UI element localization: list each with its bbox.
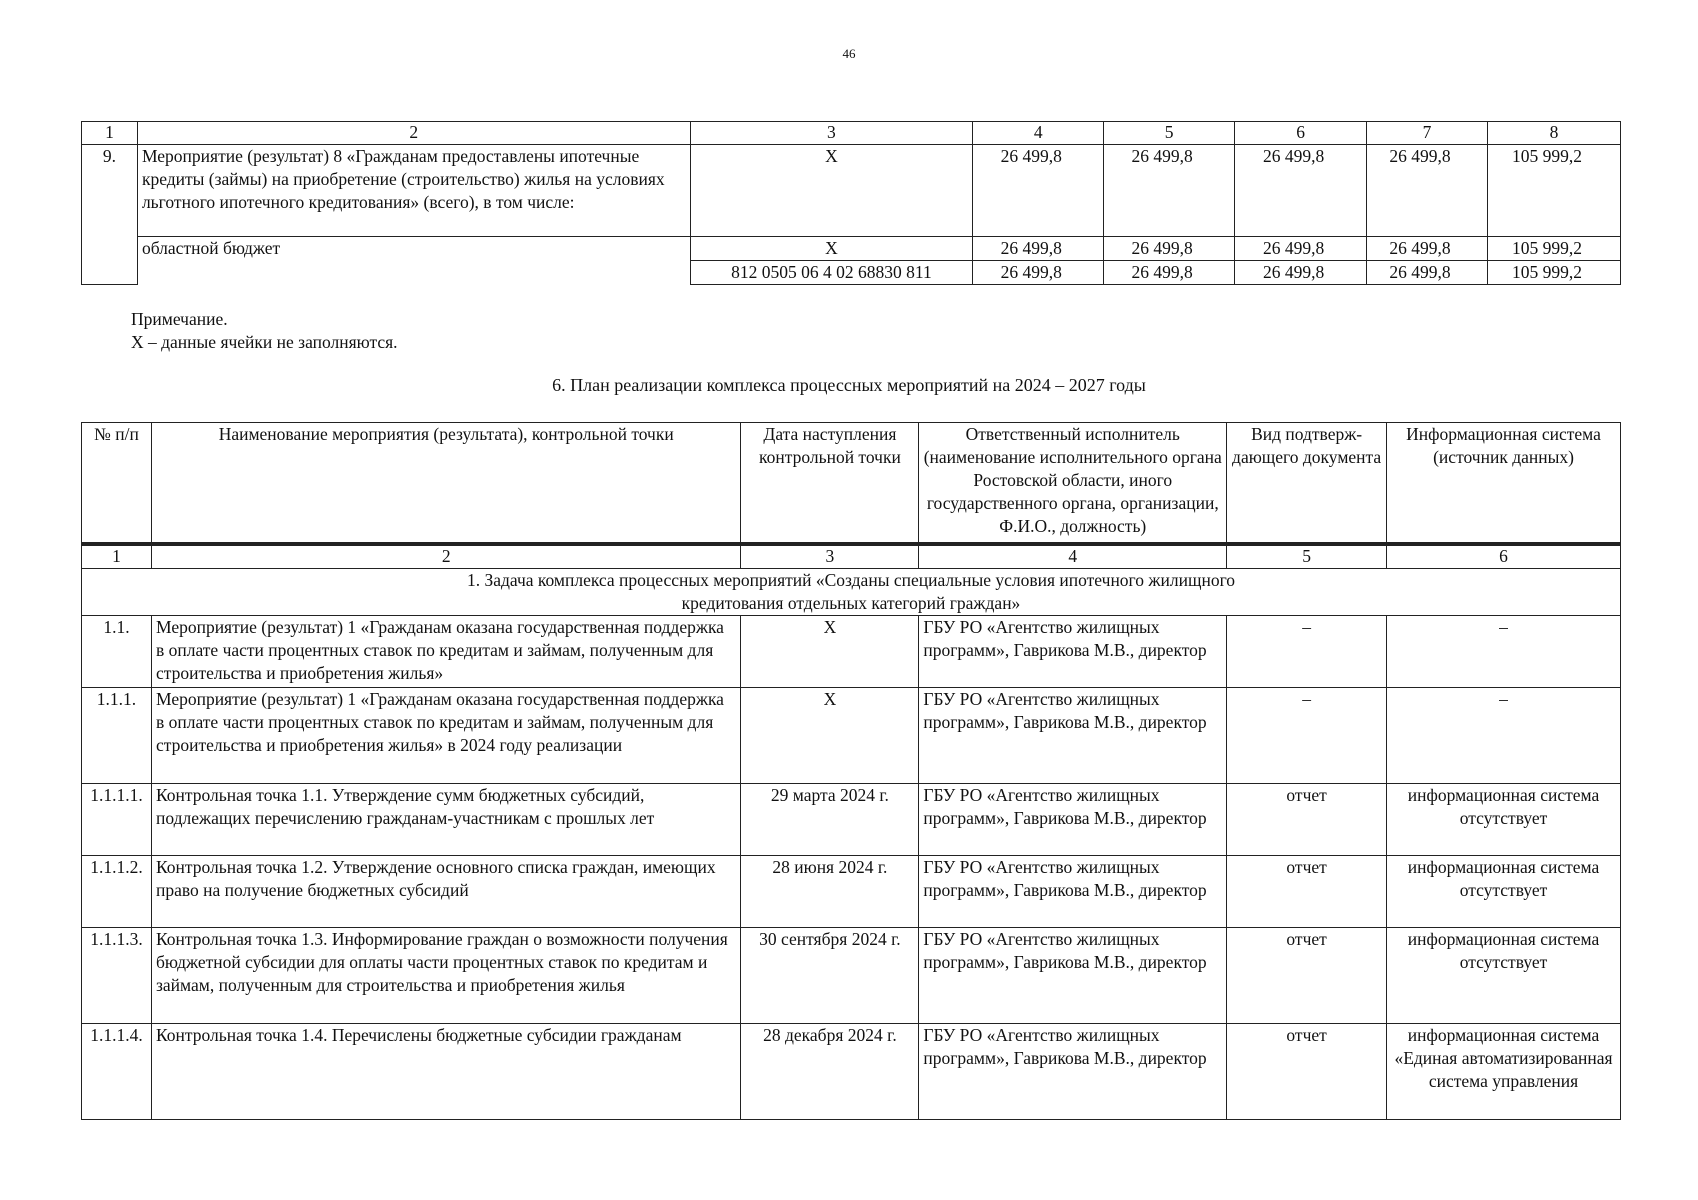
table-row bbox=[82, 145, 1621, 237]
measure-name: Контрольная точка 1.2. Утверждение основного списка граждан, имеющих право на получение бюджетных субсидий bbox=[151, 856, 740, 928]
header-cell: 5 bbox=[1227, 544, 1387, 569]
responsible-cell: ГБУ РО «Агентство жилищных программ», Гаврикова М.В., директор bbox=[919, 1024, 1227, 1120]
table-header-row bbox=[82, 122, 1621, 145]
table-row bbox=[82, 856, 1621, 928]
value-cell: 105 999,2 bbox=[1488, 237, 1621, 261]
date-cell: Х bbox=[741, 616, 919, 688]
table-header-row bbox=[82, 423, 1621, 545]
header-cell: 4 bbox=[919, 544, 1227, 569]
document-cell: отчет bbox=[1227, 1024, 1387, 1120]
responsible-cell: ГБУ РО «Агентство жилищных программ», Гаврикова М.В., директор bbox=[919, 784, 1227, 856]
table-header-numbers bbox=[82, 544, 1621, 569]
row-number: 1.1.1.2. bbox=[82, 856, 152, 928]
measure-name: Мероприятие (результат) 1 «Гражданам оказана государственная поддержка в оплате части процентных ставок по кредитам и займам, полученным для строительства и приобретения жилья» в 2024 году реализации bbox=[151, 688, 740, 784]
system-cell: – bbox=[1387, 688, 1621, 784]
header-cell: 3 bbox=[741, 544, 919, 569]
table-row bbox=[82, 784, 1621, 856]
system-cell: информационная система отсутствует bbox=[1387, 928, 1621, 1024]
table-row bbox=[82, 616, 1621, 688]
table-row bbox=[82, 688, 1621, 784]
header-num: № п/п bbox=[82, 423, 152, 545]
plan-table bbox=[81, 422, 1621, 1120]
value-cell: 26 499,8 bbox=[1235, 145, 1367, 237]
value-cell: 26 499,8 bbox=[1235, 261, 1367, 285]
page-number: 46 bbox=[842, 46, 856, 61]
system-cell: – bbox=[1387, 616, 1621, 688]
budget-code: Х bbox=[690, 145, 973, 237]
measure-name: Контрольная точка 1.3. Информирование граждан о возможности получения бюджетной субсидии для оплаты части процентных ставок по кредитам и займам, полученным для строительства и приобретения жилья bbox=[151, 928, 740, 1024]
measure-name: Контрольная точка 1.4. Перечислены бюджетные субсидии гражданам bbox=[151, 1024, 740, 1120]
value-cell: 105 999,2 bbox=[1488, 261, 1621, 285]
row-number: 1.1.1.4. bbox=[82, 1024, 152, 1120]
section-title: 6. План реализации комплекса процессных мероприятий на 2024 – 2027 годы bbox=[552, 375, 1146, 395]
system-cell: информационная система «Единая автоматизированная система управления bbox=[1387, 1024, 1621, 1120]
header-cell: 1 bbox=[82, 544, 152, 569]
measure-name: Мероприятие (результат) 8 «Гражданам предоставлены ипотечные кредиты (займы) на приобретение (строительство) жилья на условиях льготного ипотечного кредитования» (всего), в том числе: bbox=[137, 145, 690, 237]
financing-table bbox=[81, 121, 1621, 285]
header-cell: 1 bbox=[82, 122, 138, 145]
header-cell: 2 bbox=[137, 122, 690, 145]
value-cell: 26 499,8 bbox=[973, 145, 1104, 237]
row-number: 1.1.1. bbox=[82, 688, 152, 784]
responsible-cell: ГБУ РО «Агентство жилищных программ», Гаврикова М.В., директор bbox=[919, 856, 1227, 928]
row-number: 9. bbox=[82, 145, 138, 285]
measure-name: Контрольная точка 1.1. Утверждение сумм бюджетных субсидий, подлежащих перечислению гражданам-участникам с прошлых лет bbox=[151, 784, 740, 856]
header-cell: 6 bbox=[1387, 544, 1621, 569]
note-title: Примечание. bbox=[131, 309, 228, 329]
value-cell: 26 499,8 bbox=[1104, 261, 1235, 285]
document-cell: отчет bbox=[1227, 928, 1387, 1024]
document-cell: – bbox=[1227, 616, 1387, 688]
value-cell: 26 499,8 bbox=[973, 237, 1104, 261]
measure-name: областной бюджет bbox=[137, 237, 690, 285]
date-cell: 30 сентября 2024 г. bbox=[741, 928, 919, 1024]
header-cell: 8 bbox=[1488, 122, 1621, 145]
header-cell: 7 bbox=[1367, 122, 1488, 145]
task-row bbox=[82, 569, 1621, 616]
value-cell: 105 999,2 bbox=[1488, 145, 1621, 237]
document-cell: отчет bbox=[1227, 784, 1387, 856]
table-row bbox=[82, 1024, 1621, 1120]
row-number: 1.1. bbox=[82, 616, 152, 688]
value-cell: 26 499,8 bbox=[1104, 237, 1235, 261]
value-cell: 26 499,8 bbox=[1367, 237, 1488, 261]
header-name: Наименование мероприятия (результата), контрольной точки bbox=[151, 423, 740, 545]
system-cell: информационная система отсутствует bbox=[1387, 856, 1621, 928]
budget-code: 812 0505 06 4 02 68830 811 bbox=[690, 261, 973, 285]
system-cell: информационная система отсутствует bbox=[1387, 784, 1621, 856]
header-cell: 4 bbox=[973, 122, 1104, 145]
date-cell: 28 июня 2024 г. bbox=[741, 856, 919, 928]
date-cell: Х bbox=[741, 688, 919, 784]
measure-name: Мероприятие (результат) 1 «Гражданам оказана государственная поддержка в оплате части процентных ставок по кредитам и займам, полученным для строительства и приобретения жилья» bbox=[151, 616, 740, 688]
header-cell: 2 bbox=[151, 544, 740, 569]
header-system: Информационная система (источник данных) bbox=[1387, 423, 1621, 545]
value-cell: 26 499,8 bbox=[1104, 145, 1235, 237]
row-number: 1.1.1.3. bbox=[82, 928, 152, 1024]
responsible-cell: ГБУ РО «Агентство жилищных программ», Гаврикова М.В., директор bbox=[919, 616, 1227, 688]
value-cell: 26 499,8 bbox=[1235, 237, 1367, 261]
responsible-cell: ГБУ РО «Агентство жилищных программ», Гаврикова М.В., директор bbox=[919, 688, 1227, 784]
header-responsible: Ответственный исполнитель (наименование исполнительного органа Ростовской области, иного государственного органа, организации, Ф.И.О., должность) bbox=[919, 423, 1227, 545]
table-row bbox=[82, 237, 1621, 261]
value-cell: 26 499,8 bbox=[1367, 261, 1488, 285]
budget-code: Х bbox=[690, 237, 973, 261]
row-number: 1.1.1.1. bbox=[82, 784, 152, 856]
document-cell: отчет bbox=[1227, 856, 1387, 928]
document-cell: – bbox=[1227, 688, 1387, 784]
header-cell: 5 bbox=[1104, 122, 1235, 145]
header-date: Дата наступления контрольной точки bbox=[741, 423, 919, 545]
task-title: 1. Задача комплекса процессных мероприятий «Созданы специальные условия ипотечного жилищного кредитования отдельных категорий граждан» bbox=[82, 569, 1621, 616]
header-cell: 6 bbox=[1235, 122, 1367, 145]
date-cell: 28 декабря 2024 г. bbox=[741, 1024, 919, 1120]
value-cell: 26 499,8 bbox=[1367, 145, 1488, 237]
responsible-cell: ГБУ РО «Агентство жилищных программ», Гаврикова М.В., директор bbox=[919, 928, 1227, 1024]
date-cell: 29 марта 2024 г. bbox=[741, 784, 919, 856]
value-cell: 26 499,8 bbox=[973, 261, 1104, 285]
table-row bbox=[82, 928, 1621, 1024]
header-document: Вид подтверж-дающего документа bbox=[1227, 423, 1387, 545]
header-cell: 3 bbox=[690, 122, 973, 145]
note-text: Х – данные ячейки не заполняются. bbox=[131, 332, 398, 352]
